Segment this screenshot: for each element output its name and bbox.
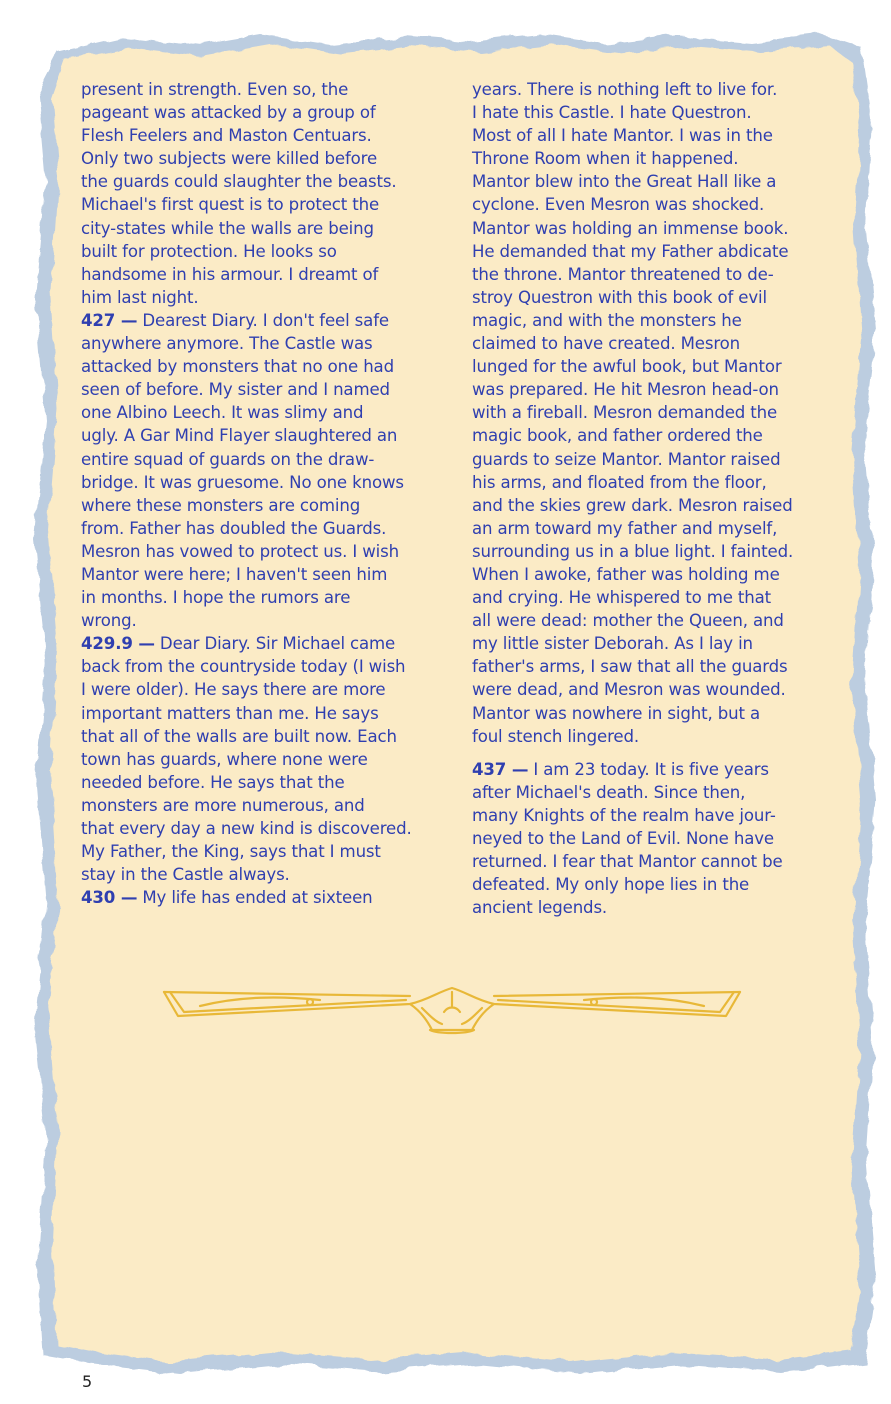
text-line — [472, 804, 840, 827]
text-line — [472, 850, 840, 873]
line-text: When I awoke, father was holding me — [472, 564, 780, 584]
line-text: Michael's first quest is to protect the — [81, 195, 380, 215]
text-line — [472, 471, 840, 494]
line-text: Mantor was holding an immense book. — [472, 218, 789, 238]
line-text: was prepared. He hit Mesron head-on — [472, 380, 779, 400]
line-text: that all of the walls are built now. Each — [81, 726, 397, 746]
text-line — [472, 309, 840, 332]
line-text: entire squad of guards on the draw- — [81, 449, 375, 469]
text-line — [81, 586, 453, 609]
text-line — [472, 827, 840, 850]
text-line — [81, 725, 453, 748]
line-text: guards to seize Mantor. Mantor raised — [472, 449, 781, 469]
text-line — [472, 781, 840, 804]
line-text: city-states while the walls are being — [81, 218, 374, 238]
text-line — [472, 517, 840, 540]
text-line — [81, 632, 453, 655]
line-text: from. Father has doubled the Guards. — [81, 518, 387, 538]
text-line — [81, 355, 453, 378]
text-line — [81, 817, 453, 840]
line-text: He demanded that my Father abdicate — [472, 241, 789, 261]
text-line — [81, 448, 453, 471]
text-line — [472, 655, 840, 678]
line-text: years. There is nothing left to live for. — [472, 80, 778, 99]
line-text: My life has ended at sixteen — [137, 888, 373, 908]
line-text: with a fireball. Mesron demanded the — [472, 403, 778, 423]
line-text: cyclone. Even Mesron was shocked. — [472, 195, 765, 215]
line-text: that every day a new kind is discovered. — [81, 819, 412, 838]
text-line — [472, 678, 840, 701]
line-text: claimed to have created. Mesron — [472, 334, 741, 354]
text-line — [81, 124, 453, 147]
text-line — [81, 263, 453, 286]
text-line — [81, 540, 453, 563]
text-line — [472, 873, 840, 896]
line-text: Throne Room when it happened. — [472, 149, 739, 169]
paragraph-gap — [472, 748, 840, 758]
line-text: seen of before. My sister and I named — [81, 380, 390, 400]
line-text: monsters are more numerous, and — [81, 795, 365, 815]
line-text: surrounding us in a blue light. I fainted. — [472, 541, 794, 561]
line-text: wrong. — [81, 611, 137, 631]
text-line — [81, 517, 453, 540]
line-text: defeated. My only hope lies in the — [472, 875, 750, 895]
line-text: I hate this Castle. I hate Questron. — [472, 103, 752, 123]
text-line — [81, 748, 453, 771]
line-text: after Michael's death. Since then, — [472, 782, 746, 802]
entry-number: 437 — — [472, 759, 529, 779]
text-line — [81, 240, 453, 263]
text-line — [472, 540, 840, 563]
line-text: needed before. He says that the — [81, 772, 345, 792]
text-line — [472, 401, 840, 424]
line-text: all were dead: mother the Queen, and — [472, 611, 784, 631]
text-line — [472, 217, 840, 240]
line-text: Dear Diary. Sir Michael came — [154, 634, 396, 654]
text-line — [81, 378, 453, 401]
text-line — [472, 124, 840, 147]
line-text: neyed to the Land of Evil. None have — [472, 829, 774, 848]
line-text: ugly. A Gar Mind Flayer slaughtered an — [81, 426, 398, 446]
text-line — [472, 632, 840, 655]
text-line — [81, 794, 453, 817]
text-line — [81, 147, 453, 170]
text-line — [81, 286, 453, 309]
line-text: Most of all I hate Mantor. I was in the — [472, 126, 773, 146]
left-text-column — [81, 78, 453, 909]
text-line — [472, 758, 840, 781]
line-text: ancient legends. — [472, 898, 608, 918]
line-text: attacked by monsters that no one had — [81, 357, 394, 377]
text-line — [81, 655, 453, 678]
line-text: the throne. Mantor threatened to de- — [472, 264, 774, 284]
line-text: My Father, the King, says that I must — [81, 842, 381, 862]
line-text: anywhere anymore. The Castle was — [81, 334, 373, 354]
line-text: town has guards, where none were — [81, 749, 368, 769]
line-text: Mantor blew into the Great Hall like a — [472, 172, 777, 192]
text-line — [81, 863, 453, 886]
text-line — [472, 725, 840, 748]
line-text: magic, and with the monsters he — [472, 310, 742, 330]
text-line — [81, 309, 453, 332]
line-text: important matters than me. He says — [81, 703, 379, 723]
line-text: I were older). He says there are more — [81, 680, 386, 700]
line-text: Dearest Diary. I don't feel safe — [137, 310, 389, 330]
text-line — [472, 896, 840, 919]
text-line — [81, 840, 453, 863]
text-line — [81, 78, 453, 101]
line-text: where these monsters are coming — [81, 495, 361, 515]
text-line — [81, 193, 453, 216]
text-line — [472, 193, 840, 216]
line-text: Flesh Feelers and Maston Centuars. — [81, 126, 372, 146]
text-line — [81, 471, 453, 494]
line-text: many Knights of the realm have jour- — [472, 805, 776, 825]
line-text: built for protection. He looks so — [81, 241, 337, 261]
text-line — [472, 563, 840, 586]
line-text: handsome in his armour. I dreamt of — [81, 264, 379, 284]
text-line — [472, 78, 840, 101]
text-line — [81, 217, 453, 240]
text-line — [472, 378, 840, 401]
text-line — [472, 263, 840, 286]
line-text: present in strength. Even so, the — [81, 80, 349, 99]
right-text-column — [472, 78, 840, 919]
line-text: father's arms, I saw that all the guards — [472, 657, 788, 677]
text-line — [81, 678, 453, 701]
line-text: him last night. — [81, 287, 199, 307]
page-number: 5 — [82, 1372, 93, 1391]
line-text: in months. I hope the rumors are — [81, 588, 351, 608]
entry-number: 430 — — [81, 888, 138, 908]
line-text: Mantor was nowhere in sight, but a — [472, 703, 760, 723]
text-line — [81, 401, 453, 424]
line-text: one Albino Leech. It was slimy and — [81, 403, 364, 423]
line-text: and crying. He whispered to me that — [472, 588, 772, 608]
text-line — [81, 886, 453, 909]
decorative-ornament — [160, 982, 744, 1038]
line-text: Mantor were here; I haven't seen him — [81, 564, 388, 584]
text-line — [472, 702, 840, 725]
text-line — [472, 355, 840, 378]
line-text: pageant was attacked by a group of — [81, 103, 376, 123]
text-line — [81, 702, 453, 725]
line-text: bridge. It was gruesome. No one knows — [81, 472, 404, 492]
line-text: lunged for the awful book, but Mantor — [472, 357, 782, 377]
line-text: magic book, and father ordered the — [472, 426, 763, 446]
line-text: his arms, and floated from the floor, — [472, 472, 767, 492]
line-text: my little sister Deborah. As I lay in — [472, 634, 753, 654]
text-line — [81, 563, 453, 586]
text-line — [472, 170, 840, 193]
line-text: the guards could slaughter the beasts. — [81, 172, 397, 192]
line-text: Only two subjects were killed before — [81, 149, 378, 169]
text-line — [81, 609, 453, 632]
line-text: back from the countryside today (I wish — [81, 657, 406, 677]
line-text: returned. I fear that Mantor cannot be — [472, 852, 783, 872]
text-line — [472, 448, 840, 471]
text-line — [81, 170, 453, 193]
text-line — [81, 771, 453, 794]
line-text: stroy Questron with this book of evil — [472, 287, 767, 307]
text-line — [472, 332, 840, 355]
line-text: stay in the Castle always. — [81, 865, 290, 885]
text-line — [472, 240, 840, 263]
text-line — [472, 286, 840, 309]
line-text: were dead, and Mesron was wounded. — [472, 680, 786, 700]
text-line — [81, 101, 453, 124]
text-line — [81, 332, 453, 355]
text-line — [472, 494, 840, 517]
entry-number: 429.9 — — [81, 634, 155, 654]
text-line — [472, 424, 840, 447]
line-text: foul stench lingered. — [472, 726, 639, 746]
text-line — [81, 424, 453, 447]
text-line — [472, 147, 840, 170]
line-text: I am 23 today. It is five years — [528, 759, 769, 779]
text-line — [81, 494, 453, 517]
text-line — [472, 101, 840, 124]
entry-number: 427 — — [81, 310, 138, 330]
text-line — [472, 586, 840, 609]
line-text: an arm toward my father and myself, — [472, 518, 778, 538]
text-line — [472, 609, 840, 632]
line-text: and the skies grew dark. Mesron raised — [472, 495, 793, 515]
line-text: Mesron has vowed to protect us. I wish — [81, 541, 399, 561]
